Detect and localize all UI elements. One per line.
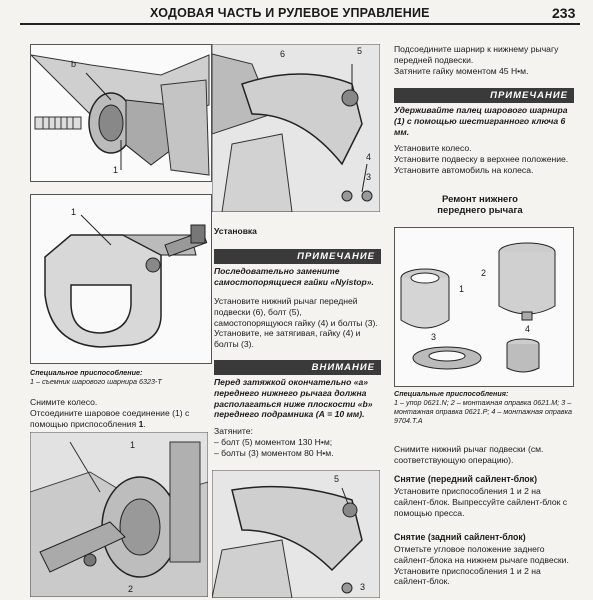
figure-puller-drawing — [31, 195, 211, 363]
fig-subframe-label-3: 3 — [360, 582, 366, 592]
left-caption-text: 1 – съемник шарового шарнира 6323-Т — [30, 377, 162, 386]
middle-warning-text: Перед затяжкой окончательно «а» переднего нижнего рычага должна располагаться ниже плоскости «b» переднего подрамника (А = 10 мм). — [214, 377, 373, 420]
middle-tighten — [214, 426, 380, 458]
fig1-label-b: b — [71, 59, 77, 69]
figure-subframe-drawing — [212, 470, 380, 598]
fig-tools-label-4: 4 — [525, 324, 531, 334]
right-top-1: Подсоедините шарнир к нижнему рычагу передней подвески. — [394, 44, 559, 65]
fig-arm-label-5: 5 — [357, 46, 363, 56]
right-subhead-1: Снятие (передний сайлент-блок) — [394, 474, 538, 484]
middle-note-text: Последовательно замените самостопорящиеся гайки «Nyistop». — [214, 266, 374, 287]
figure-ball-joint-drawing — [31, 45, 211, 181]
right-note-text: Удерживайте палец шарового шарнира (1) с помощью шестигранного ключа 6 мм. — [394, 105, 568, 137]
fig-tools-label-3: 3 — [431, 332, 437, 342]
fig-subframe-label-5: 5 — [334, 474, 340, 484]
right-sub2-text: Отметьте угловое положение заднего сайлент-блока на нижнем рычаге подвески. Установите приспособления 1 и 2 на сайлент-блок. — [394, 544, 569, 587]
tighten-label: Затяните: — [214, 426, 253, 436]
figure-lower-arm-drawing — [212, 44, 380, 212]
figure-wheel-hub — [30, 432, 208, 597]
right-caption — [394, 389, 576, 425]
left-text-1: Снимите колесо. — [30, 397, 98, 407]
page-header-title: ХОДОВАЯ ЧАСТЬ И РУЛЕВОЕ УПРАВЛЕНИЕ — [150, 6, 430, 20]
right-mid-1: Установите колесо. — [394, 143, 472, 153]
header-rule — [20, 23, 580, 25]
right-subhead-2: Снятие (задний сайлент-блок) — [394, 532, 526, 542]
figure-wheel-hub-drawing — [30, 432, 208, 597]
left-text-2: Отсоедините шаровое соединение (1) с помощью приспособления 1. — [30, 407, 190, 429]
fig3-label-1: 1 — [130, 440, 136, 450]
right-caption-label: Специальные приспособления: — [394, 389, 509, 398]
figure-puller-tool — [30, 194, 212, 364]
middle-note-bar: ПРИМЕЧАНИЕ — [214, 249, 381, 264]
fig-arm-label-4: 4 — [366, 152, 372, 162]
right-mid-3: Установите автомобиль на колеса. — [394, 164, 534, 175]
right-top-text — [394, 44, 574, 76]
install-text-2: Установите, не затягивая, гайку (4) и болты (3). — [214, 328, 361, 350]
fig-tools-label-2: 2 — [481, 268, 487, 278]
fig3-label-2: 2 — [128, 584, 134, 594]
fig-tools-label-1: 1 — [459, 284, 465, 294]
right-note-bar: ПРИМЕЧАНИЕ — [394, 88, 574, 103]
figure-subframe — [212, 470, 380, 598]
middle-warning-bar: ВНИМАНИЕ — [214, 360, 381, 375]
right-heading: Ремонт нижнего переднего рычага — [437, 194, 523, 216]
middle-install-text — [214, 296, 380, 350]
tighten-item-1: – болт (5) моментом 130 Н•м; — [214, 436, 333, 447]
right-caption-text: 1 – упор 0621.N; 2 – монтажная оправка 0621.M; 3 – монтажная оправка 0621.P; 4 – монтажная оправка 9704.T.A — [394, 398, 572, 425]
right-mid-text — [394, 143, 576, 175]
right-top-2: Затяните гайку моментом 45 Н•м. — [394, 65, 529, 76]
right-mid-2: Установите подвеску в верхнее положение. — [394, 153, 569, 164]
right-text-a: Снимите нижний рычаг подвески (см. соответствующую операцию). — [394, 444, 544, 465]
right-sub1-text: Установите приспособления 1 и 2 на сайлент-блок. Выпрессуйте сайлент-блок с помощью пресса. — [394, 486, 568, 518]
figure-tools-drawing — [395, 228, 573, 386]
figure-tools — [394, 227, 574, 387]
left-caption-label: Специальное приспособление: — [30, 368, 143, 377]
fig-arm-label-6: 6 — [280, 49, 286, 59]
fig-arm-label-3: 3 — [366, 172, 372, 182]
page-number: 233 — [552, 5, 576, 21]
install-text-1: Установите нижний рычаг передней подвески (6), болт (5), самостопорящуюся гайку (4) и болты (3). — [214, 296, 378, 328]
tighten-item-2: – болты (3) моментом 80 Н•м. — [214, 447, 334, 458]
left-caption — [30, 368, 210, 386]
fig1-label-1: 1 — [113, 165, 119, 175]
figure-lower-arm — [212, 44, 380, 212]
install-label: Установка — [214, 226, 257, 236]
left-text — [30, 397, 208, 429]
figure-ball-joint — [30, 44, 212, 182]
fig2-label-1: 1 — [71, 207, 77, 217]
